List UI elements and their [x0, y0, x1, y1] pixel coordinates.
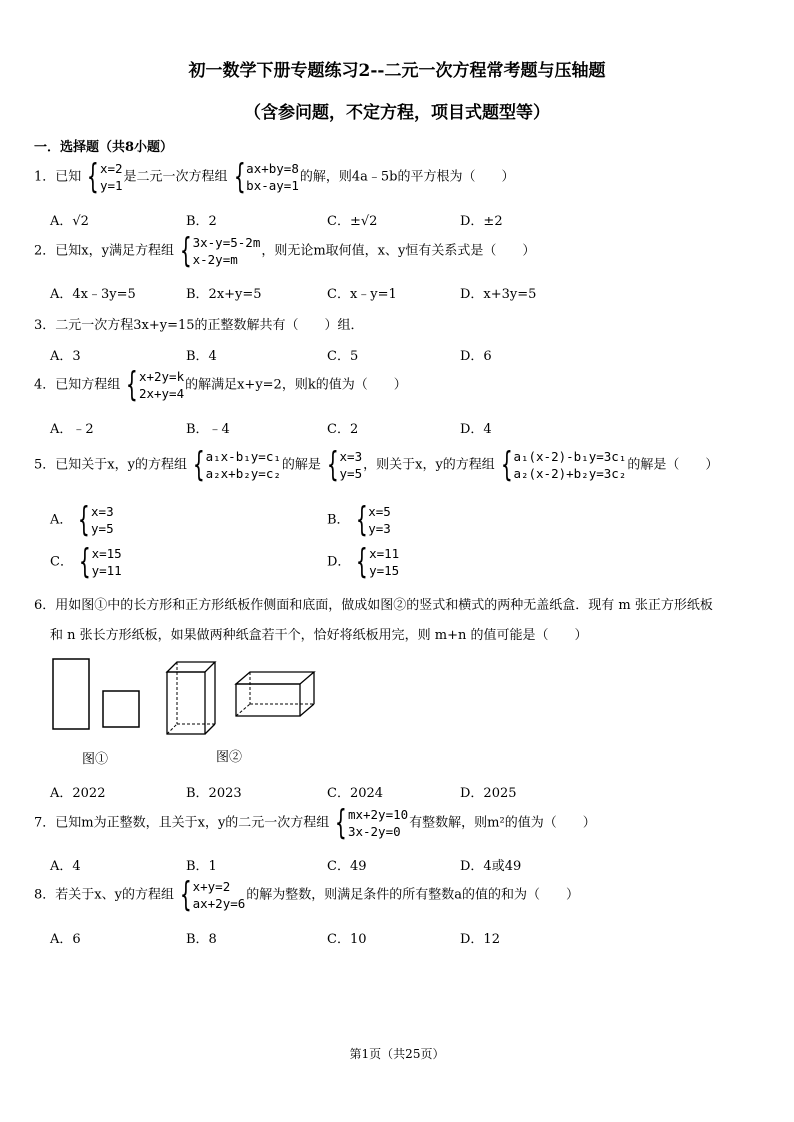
option-a[interactable] [50, 500, 115, 540]
question-text: 若关于x、y的方程组 [55, 887, 174, 903]
option-c[interactable]: C．2 [327, 422, 359, 437]
question-text: ，则关于x，y的方程组 [363, 457, 495, 473]
option-a[interactable]: A．4 [50, 859, 81, 874]
vertical-box-figure [165, 658, 225, 738]
equation-row: 2x+y=4 [138, 386, 185, 401]
option-b[interactable]: B．2x+y=5 [186, 287, 262, 302]
equation-row: a₂(x-2)+b₂y=3c₂ [513, 466, 627, 481]
question-text: 的解，则4a﹣5b的平方根为（ ） [299, 169, 515, 185]
equation-row: ax+by=8 [246, 161, 299, 176]
option-d[interactable]: D．x+3y=5 [460, 287, 537, 302]
question-number: 2． [34, 243, 56, 259]
question-1 [34, 157, 515, 197]
question-7 [34, 803, 596, 843]
option-a[interactable]: A．﹣2 [50, 422, 94, 437]
equation-system: { x=5 y=3 [355, 500, 391, 540]
option-a[interactable]: A．4x﹣3y=5 [50, 287, 136, 302]
equation-row: mx+2y=10 [347, 807, 409, 822]
question-text: 已知m为正整数，且关于x，y的二元一次方程组 [55, 815, 330, 831]
equation-row: a₁(x-2)-b₁y=3c₁ [513, 449, 627, 464]
equation-row: x=3 [339, 449, 363, 464]
question-text: 已知x，y满足方程组 [55, 243, 174, 259]
option-b[interactable]: B．2 [186, 214, 217, 229]
equation-row: a₂x+b₂y=c₂ [205, 466, 281, 481]
option-a[interactable]: A．3 [50, 349, 81, 364]
equation-row: ax+2y=6 [192, 896, 246, 911]
option-c[interactable]: C．10 [327, 932, 367, 947]
option-a[interactable]: A．√2 [50, 214, 89, 229]
figure-2-caption: 图② [216, 750, 243, 765]
option-d[interactable]: D．±2 [460, 214, 503, 229]
question-number: 7． [34, 815, 56, 831]
equation-row: y=15 [369, 563, 400, 578]
equation-system: { 3x-y=5-2m x-2y=m [179, 231, 261, 271]
option-label: A． [50, 512, 73, 528]
option-c[interactable]: C．5 [327, 349, 359, 364]
option-c[interactable]: C．2024 [327, 786, 384, 801]
equation-row: x=2 [99, 161, 123, 176]
question-text: 有整数解，则m²的值为（ ） [409, 815, 596, 831]
option-d[interactable]: D．12 [460, 932, 500, 947]
equation-row: a₁x-b₁y=c₁ [205, 449, 281, 464]
equation-system: { x+y=2 ax+2y=6 [179, 875, 246, 915]
equation-row: y=5 [339, 466, 363, 481]
option-b[interactable] [327, 500, 392, 540]
option-d[interactable] [327, 542, 400, 582]
question-6-line-2: 和 n 张长方形纸板，如果做两种纸盒若干个，恰好将纸板用完，则 m+n 的值可能是（ ） [50, 628, 588, 643]
question-number: 4． [34, 377, 56, 393]
option-b[interactable]: B．8 [186, 932, 217, 947]
horizontal-box-figure [234, 668, 318, 720]
equation-row: x+2y=k [138, 369, 185, 384]
question-text: 已知 [55, 169, 82, 185]
option-b[interactable]: B．1 [186, 859, 217, 874]
equation-row: 3x-2y=0 [347, 824, 401, 839]
document-subtitle: （含参问题，不定方程，项目式题型等） [244, 103, 550, 123]
section-heading: 一．选择题（共8小题） [34, 140, 174, 155]
rectangle-sheet-figure [52, 658, 92, 732]
question-number: 8． [34, 887, 56, 903]
option-b[interactable]: B．4 [186, 349, 217, 364]
document-title: 初一数学下册专题练习2--二元一次方程常考题与压轴题 [188, 61, 606, 81]
option-label: C． [50, 554, 73, 570]
option-label: D． [327, 554, 351, 570]
equation-system: { x=15 y=11 [78, 542, 122, 582]
equation-row: y=3 [368, 521, 391, 536]
figure-1-caption: 图① [82, 752, 109, 767]
option-b[interactable]: B．﹣4 [186, 422, 230, 437]
equation-system: { x=2 y=1 [87, 157, 123, 197]
equation-row: x=3 [91, 504, 114, 519]
equation-system: { mx+2y=10 3x-2y=0 [335, 803, 409, 843]
equation-row: 3x-y=5-2m [192, 235, 261, 250]
question-number: 5． [34, 457, 56, 473]
question-6-line-1: 6．用如图①中的长方形和正方形纸板作侧面和底面，做成如图②的竖式和横式的两种无盖纸盒．现有 m 张正方形纸板 [34, 598, 713, 613]
question-3: 3．二元一次方程3x+y=15的正整数解共有（ ）组． [34, 318, 364, 333]
option-label: B． [327, 512, 350, 528]
question-text: 的解满足x+y=2，则k的值为（ ） [185, 377, 407, 393]
equation-row: y=5 [91, 521, 114, 536]
question-text: 已知关于x，y的方程组 [55, 457, 187, 473]
equation-system: { a₁x-b₁y=c₁ a₂x+b₂y=c₂ [192, 445, 281, 485]
equation-system: { x+2y=k 2x+y=4 [126, 365, 185, 405]
equation-row: y=1 [99, 178, 123, 193]
question-4 [34, 365, 407, 405]
question-2 [34, 231, 536, 271]
option-d[interactable]: D．4或49 [460, 859, 522, 874]
equation-system: { x=11 y=15 [356, 542, 400, 582]
equation-row: x+y=2 [192, 879, 231, 894]
equation-system: { x=3 y=5 [78, 500, 114, 540]
option-a[interactable]: A．6 [50, 932, 81, 947]
equation-row: bx-ay=1 [246, 178, 299, 193]
equation-row: x=11 [369, 546, 400, 561]
equation-system: { ax+by=8 bx-ay=1 [233, 157, 299, 197]
square-sheet-figure [102, 690, 142, 730]
option-c[interactable]: C．49 [327, 859, 367, 874]
option-c[interactable]: C．±√2 [327, 214, 378, 229]
option-d[interactable]: D．4 [460, 422, 492, 437]
question-text: 已知方程组 [55, 377, 121, 393]
question-text: 的解是（ ） [627, 457, 719, 473]
option-d[interactable]: D．6 [460, 349, 492, 364]
equation-row: x=5 [368, 504, 391, 519]
question-number: 1． [34, 169, 56, 185]
question-8 [34, 875, 580, 915]
equation-system: { x=3 y=5 [326, 445, 363, 485]
question-text: 是二元一次方程组 [123, 169, 228, 185]
option-d[interactable]: D．2025 [460, 786, 517, 801]
equation-row: x-2y=m [192, 252, 238, 267]
option-c[interactable]: C．x﹣y=1 [327, 287, 397, 302]
question-text: 的解是 [281, 457, 321, 473]
equation-system: { a₁(x-2)-b₁y=3c₁ a₂(x-2)+b₂y=3c₂ [500, 445, 627, 485]
equation-row: x=15 [91, 546, 122, 561]
question-text: ，则无论m取何值，x、y恒有关系式是（ ） [261, 243, 536, 259]
option-a[interactable]: A．2022 [50, 786, 106, 801]
option-c[interactable] [50, 542, 123, 582]
page-footer: 第1页（共25页） [349, 1047, 445, 1061]
option-b[interactable]: B．2023 [186, 786, 242, 801]
question-text: 的解为整数，则满足条件的所有整数a的值的和为（ ） [246, 887, 580, 903]
equation-row: y=11 [91, 563, 122, 578]
question-5 [34, 445, 719, 485]
